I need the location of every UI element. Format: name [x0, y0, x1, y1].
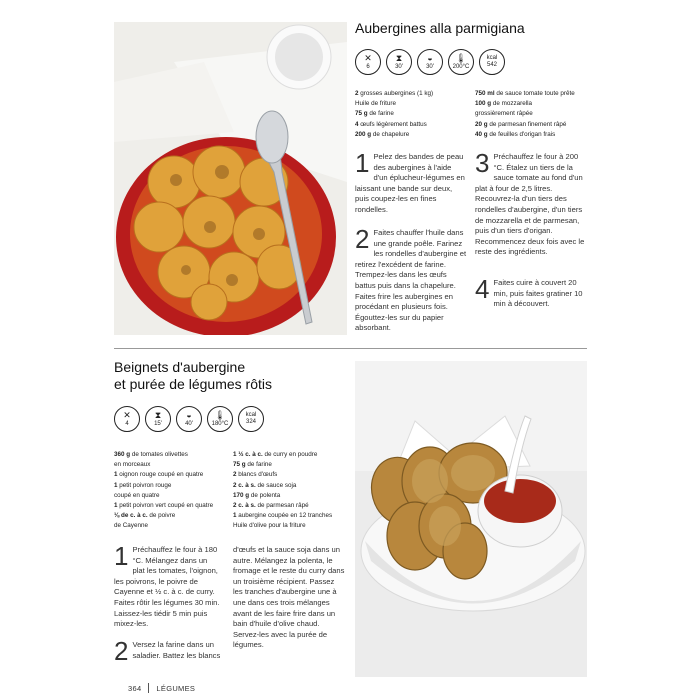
prep-time-value: 15' — [154, 420, 162, 427]
step-number: 2 — [355, 224, 370, 254]
recipe2-step-2 — [114, 636, 221, 666]
cooking-pot-icon: ◒ 30' — [417, 49, 443, 75]
ingredient: Huile de friture — [355, 100, 396, 108]
recipe2-step-2-continued — [233, 545, 345, 651]
ingredient: 2 c. à s. de parmesan râpé — [233, 502, 309, 510]
timer-icon: ⧗ 30' — [386, 49, 412, 75]
step-text: d'œufs et la sauce soja dans un autre. Mélangez la polenta, le fromage et le reste du curry dans un troisième récipient. Passez les tranches d'aubergine une à une dans ces trois mélanges avant de les faire frire dans un bain d'huile d'olive chaud. Servez-les avec la purée de légumes. — [233, 545, 345, 650]
recipe1-step-3 — [475, 148, 585, 258]
utensils-icon: ✕ 6 — [355, 49, 381, 75]
step-text: Versez la farine dans un saladier. Battez les blancs — [132, 640, 221, 660]
ingredient: 1 aubergine coupée en 12 tranches — [233, 512, 333, 520]
kcal-icon — [238, 406, 264, 432]
cook-time-value: 30' — [426, 63, 434, 70]
ingredient: 360 g de tomates olivettes — [114, 451, 188, 458]
page-number: 364 — [128, 683, 142, 693]
ingredient: 75 g de farine — [233, 461, 272, 469]
recipe1-ingredients-right — [475, 89, 575, 140]
parmigiana-illustration — [114, 22, 347, 335]
oven-temp-value: 180°C — [211, 420, 229, 427]
ingredient: 2 blancs d'œufs — [233, 471, 278, 479]
recipe2-title-line1: Beignets d'aubergine — [114, 359, 246, 375]
recipe1-ingredients-left — [355, 89, 433, 140]
step-number: 3 — [475, 148, 490, 178]
ingredient: 20 g de parmesan finement râpé — [475, 120, 567, 128]
ingredient: coupé en quatre — [114, 491, 160, 499]
page-footer — [128, 683, 195, 693]
ingredient: 4 œufs légèrement battus — [355, 120, 427, 128]
recipe2-ingredients-right — [233, 450, 332, 532]
servings-value: 6 — [366, 63, 370, 70]
utensils-icon: ✕ 4 — [114, 406, 140, 432]
recipe2-ingredients-left — [114, 450, 213, 532]
ingredient: 1 ½ c. à c. de curry en poudre — [233, 451, 318, 458]
step-number: 1 — [355, 148, 370, 178]
recipe2-title — [114, 359, 272, 393]
kcal-label: kcal — [245, 412, 257, 418]
beignets-illustration — [355, 361, 587, 677]
step-text: Préchauffez le four à 200 °C. Étalez un tiers de la sauce tomate au fond d'un plat à four de 2,5 litres. Recouvrez-la d'un tiers des rondelles d'aubergine, d'un tiers de mozzarella et de parmesan, puis d'un tiers d'origan. Recommencez deux fois avec le reste des ingrédients. — [475, 152, 585, 257]
cook-time-value: 40' — [185, 420, 193, 427]
ingredient: 750 ml de sauce tomate toute prête — [475, 90, 575, 97]
prep-time-value: 30' — [395, 63, 403, 70]
kcal-label: kcal — [486, 55, 498, 61]
section-divider — [114, 348, 587, 349]
ingredient: 1 petit poivron vert coupé en quatre — [114, 502, 214, 510]
step-number: 1 — [114, 541, 129, 571]
recipe1-step-4 — [475, 274, 585, 310]
ingredient: 40 g de feuilles d'origan frais — [475, 130, 556, 138]
step-text: Faites cuire à couvert 20 min, puis faites gratiner 10 min à découvert. — [493, 278, 583, 309]
ingredient: Huile d'olive pour la friture — [233, 522, 306, 530]
servings-value: 4 — [125, 420, 129, 427]
kcal-value: 324 — [245, 419, 256, 425]
ingredient: ⅛ de c. à c. de poivre — [114, 512, 176, 520]
cooking-pot-icon: ◒ 40' — [176, 406, 202, 432]
recipe2-step-1 — [114, 541, 221, 630]
parmigiana-photo — [114, 22, 347, 335]
footer-separator — [148, 683, 149, 693]
step-text: Faites chauffer l'huile dans une grande poêle. Farinez les rondelles d'aubergine et retirez l'excédent de farine. Trempez-les dans les œufs battus puis dans la chapelure. Faites frire les aubergines en procédant en plusieurs fois. Égouttez-les sur du papier absorbant. — [355, 228, 467, 333]
ingredient: 2 c. à s. de sauce soja — [233, 481, 297, 489]
recipe2-title-line2: et purée de légumes rôtis — [114, 376, 272, 392]
step-text: Pelez des bandes de peau des aubergines à l'aide d'un éplucheur-légumes en laissant une bande sur deux, puis coupez-les en fines rondelles. — [355, 152, 465, 214]
section-name: LÉGUMES — [156, 683, 196, 693]
step-number: 4 — [475, 274, 490, 304]
recipe1-step-2 — [355, 224, 467, 334]
ingredient: 170 g de polenta — [233, 491, 281, 499]
ingredient: 75 g de farine — [355, 110, 394, 118]
ingredient: en morceaux — [114, 461, 151, 469]
ingredient: 1 petit poivron rouge — [114, 481, 172, 489]
thermometer-icon: 🌡 180°C — [207, 406, 233, 432]
thermometer-icon: 🌡 200°C — [448, 49, 474, 75]
oven-temp-value: 200°C — [452, 63, 470, 70]
kcal-icon — [479, 49, 505, 75]
ingredient: 200 g de chapelure — [355, 130, 410, 138]
ingredient: de Cayenne — [114, 522, 148, 530]
recipe1-title: Aubergines alla parmigiana — [355, 20, 525, 36]
step-number: 2 — [114, 636, 129, 666]
step-text: Préchauffez le four à 180 °C. Mélangez dans un plat les tomates, l'oignon, les poivrons, le poivre de Cayenne et ½ c. à c. de curry. Faites rôtir les légumes 30 min. Laissez-les tiédir 5 min puis mixez-les. — [114, 545, 220, 629]
timer-icon: ⧗ 15' — [145, 406, 171, 432]
kcal-value: 542 — [486, 62, 497, 68]
ingredient: 100 g de mozzarella — [475, 100, 533, 108]
ingredient: grossièrement râpée — [475, 110, 533, 118]
recipe2-info-icons — [114, 406, 264, 432]
recipe1-step-1 — [355, 148, 467, 216]
ingredient: 2 grosses aubergines (1 kg) — [355, 90, 434, 97]
beignets-photo — [355, 361, 587, 677]
recipe1-info-icons — [355, 49, 505, 75]
ingredient: 1 oignon rouge coupé en quatre — [114, 471, 204, 479]
